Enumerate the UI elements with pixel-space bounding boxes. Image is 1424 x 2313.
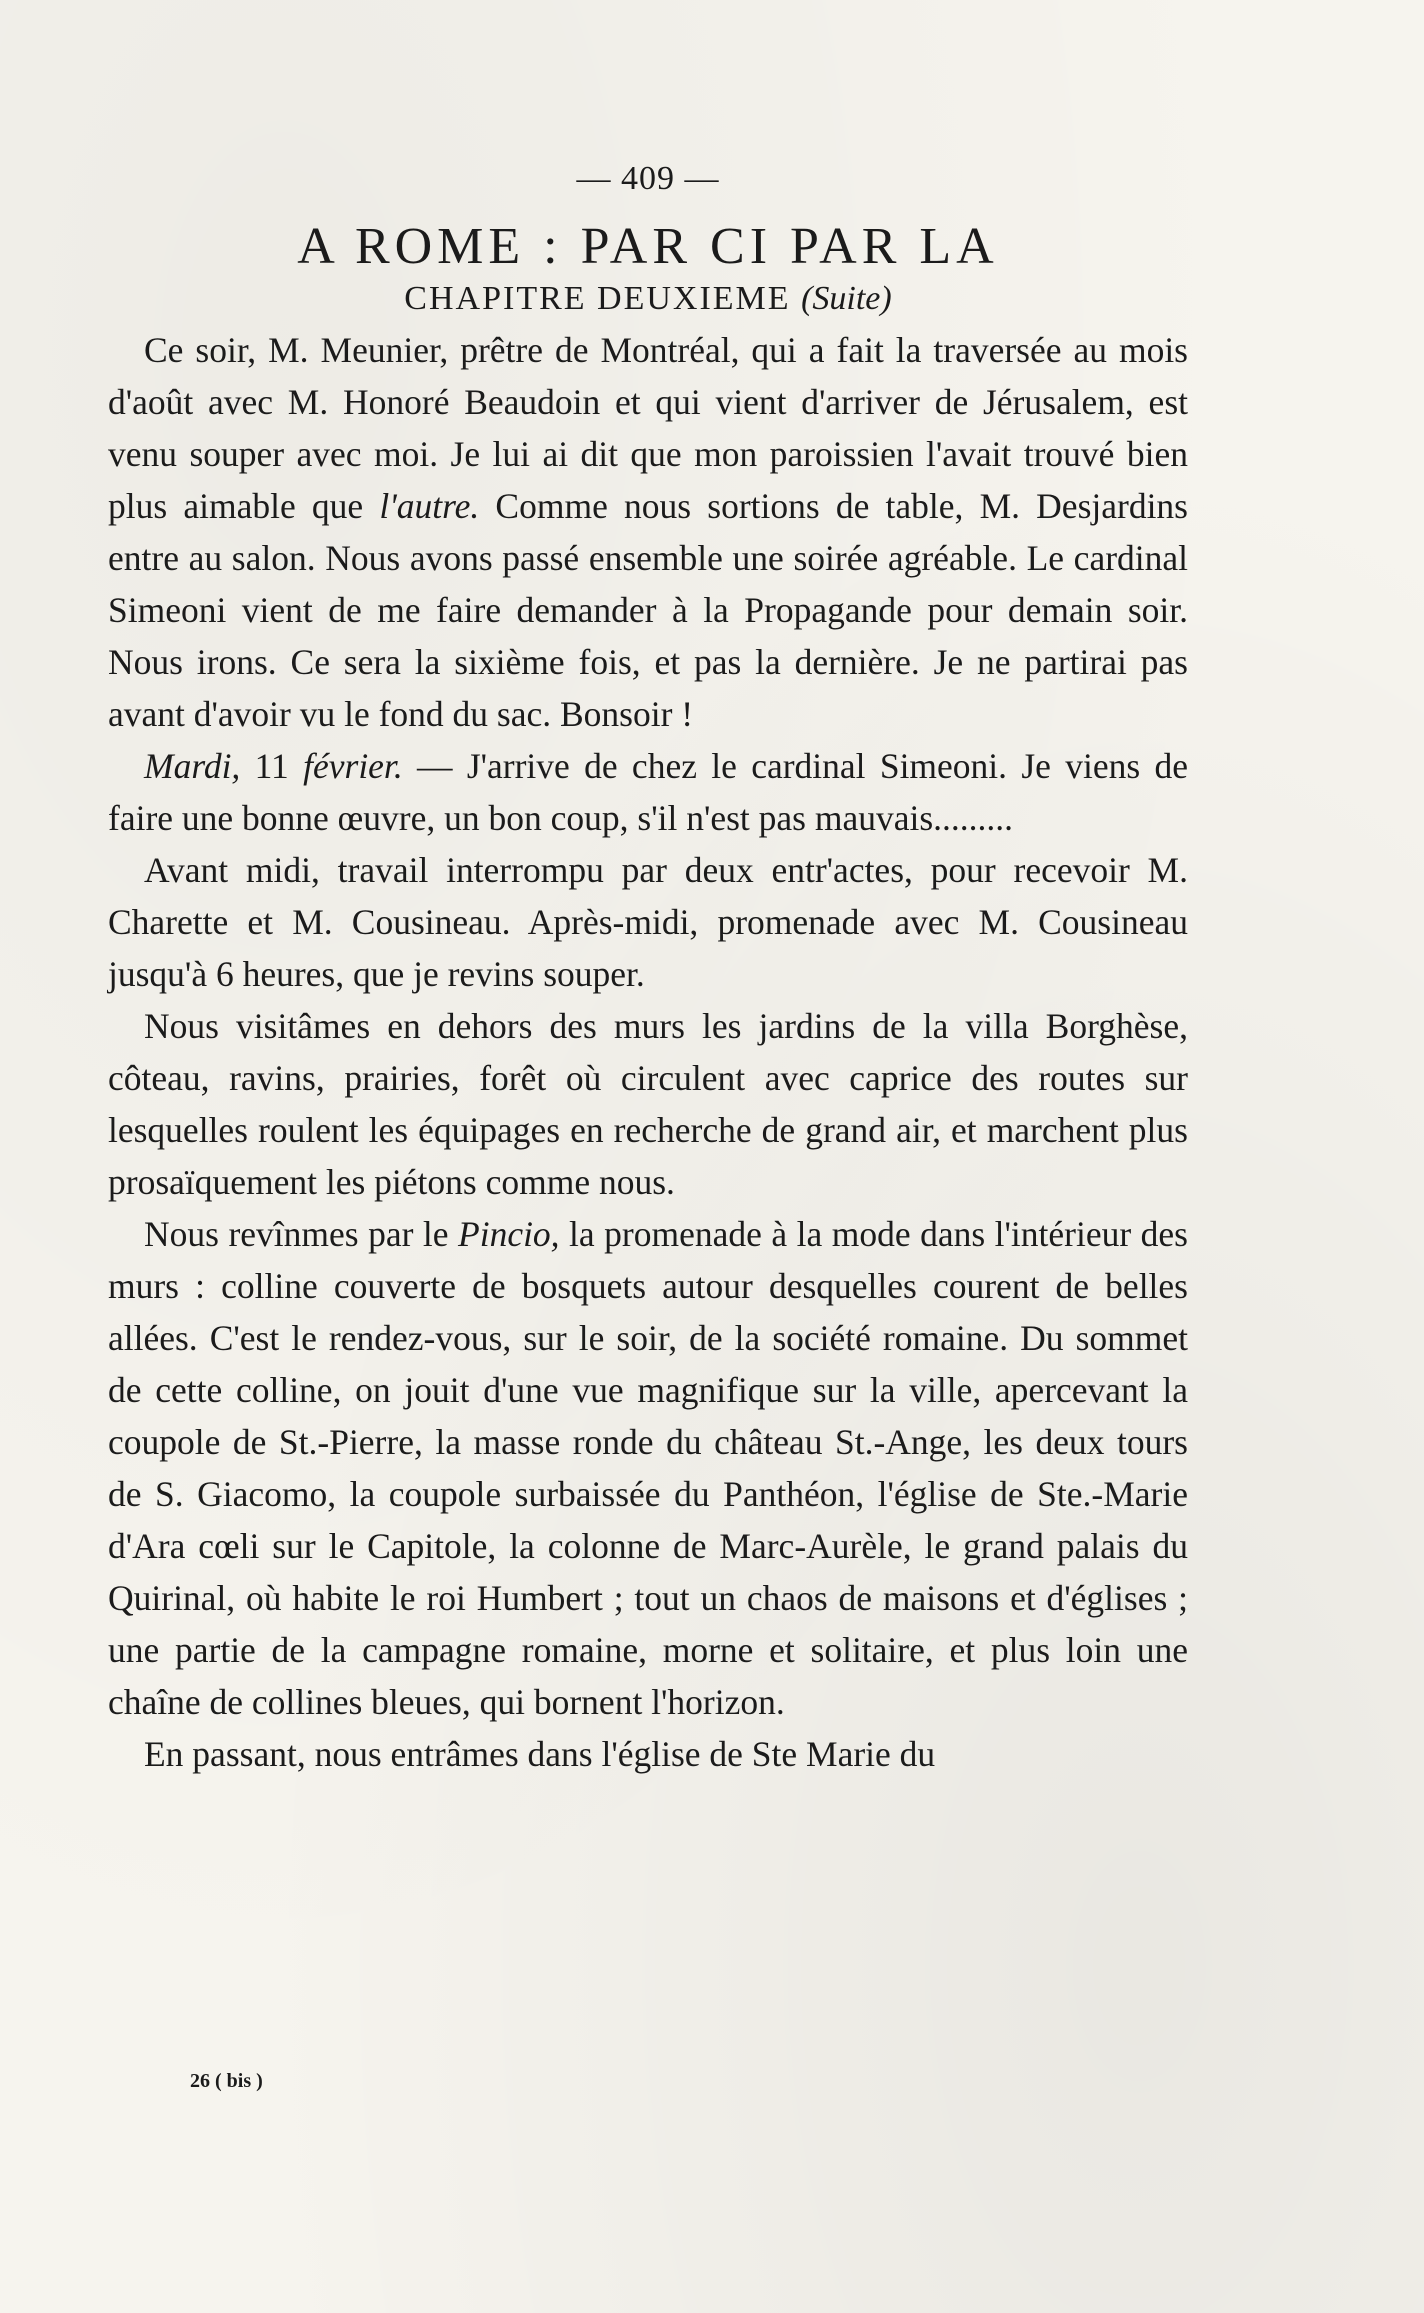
paragraph-5-text: la promenade à la mode dans l'intérieur des murs : colline couverte de bosquets autour desquelles courent de belles allées. C'est le rendez-vous, sur le soir, de la société romaine. Du sommet de cette colline, on jouit d'une vue magnifique sur la ville, apercevant la coupole de St.-Pierre, la masse ronde du château St.-Ange, les deux tours de S. Giacomo, la coupole surbaissée du Panthéon, l'église de Ste.-Marie d'Ara cœli sur le Capitole, la colonne de Marc-Aurèle, le grand palais du Quirinal, où habite le roi Humbert ; tout un chaos de maisons et d'églises ; une partie de la campagne romaine, morne et solitaire, et plus loin une chaîne de collines bleues, qui bornent l'horizon. [108,1214,1188,1722]
date-day: Mardi, [144,746,241,786]
paragraph-4: Nous visitâmes en dehors des murs les jardins de la villa Borghèse, côteau, ravins, prairies, forêt où circulent avec caprice des routes sur lesquelles roulent les équipages en recherche de grand air, et marchent plus prosaïquement les piétons comme nous. [108,1006,1188,1202]
emphasis-autre: l'autre. [379,486,480,526]
date-number: 11 [240,746,304,786]
emphasis-pincio: Pincio, [458,1214,560,1254]
paragraph-2-text: — J'arrive de chez le cardinal Simeoni. Je viens de faire une bonne œuvre, un bon coup, s'il n'est pas mauvais......... [108,746,1188,838]
paragraph-1-text: Ce soir, M. Meunier, prêtre de Montréal, qui a fait la traversée au mois d'août avec M. Honoré Beaudoin et qui vient d'arriver de Jérusalem, est venu souper avec moi. Je lui ai dit que mon paroissien l'avait trouvé bien plus aimable que [108,330,1188,526]
paragraph-5-lead: Nous revînmes par le [144,1214,459,1254]
page-number: — 409 — [576,160,720,197]
chapter-subtitle [108,280,1188,318]
chapter-heading: CHAPITRE DEUXIEME [404,280,791,317]
paragraph-6: En passant, nous entrâmes dans l'église de Ste Marie du [144,1734,936,1774]
paragraph-1-continued: Comme nous sortions de table, M. Desjardins entre au salon. Nous avons passé ensemble une soirée agréable. Le cardinal Simeoni vient de me faire demander à la Propagande pour demain soir. Nous irons. Ce sera la sixième fois, et pas la dernière. Je ne partirai pas avant d'avoir vu le fond du sac. Bonsoir ! [108,486,1189,734]
paragraph-3: Avant midi, travail interrompu par deux entr'actes, pour recevoir M. Charette et M. Cousineau. Après-midi, promenade avec M. Cousineau jusqu'à 6 heures, que je revins souper. [108,850,1188,994]
paragraph-2 [108,740,1188,844]
date-month: février. [303,746,403,786]
paragraph-1 [108,324,1188,740]
article-title: A ROME : PAR CI PAR LA [297,218,999,275]
page-content [108,160,1188,1780]
chapter-suffix: (Suite) [801,280,892,317]
signature-mark: 26 ( bis ) [190,2070,263,2092]
paragraph-5 [108,1208,1188,1728]
